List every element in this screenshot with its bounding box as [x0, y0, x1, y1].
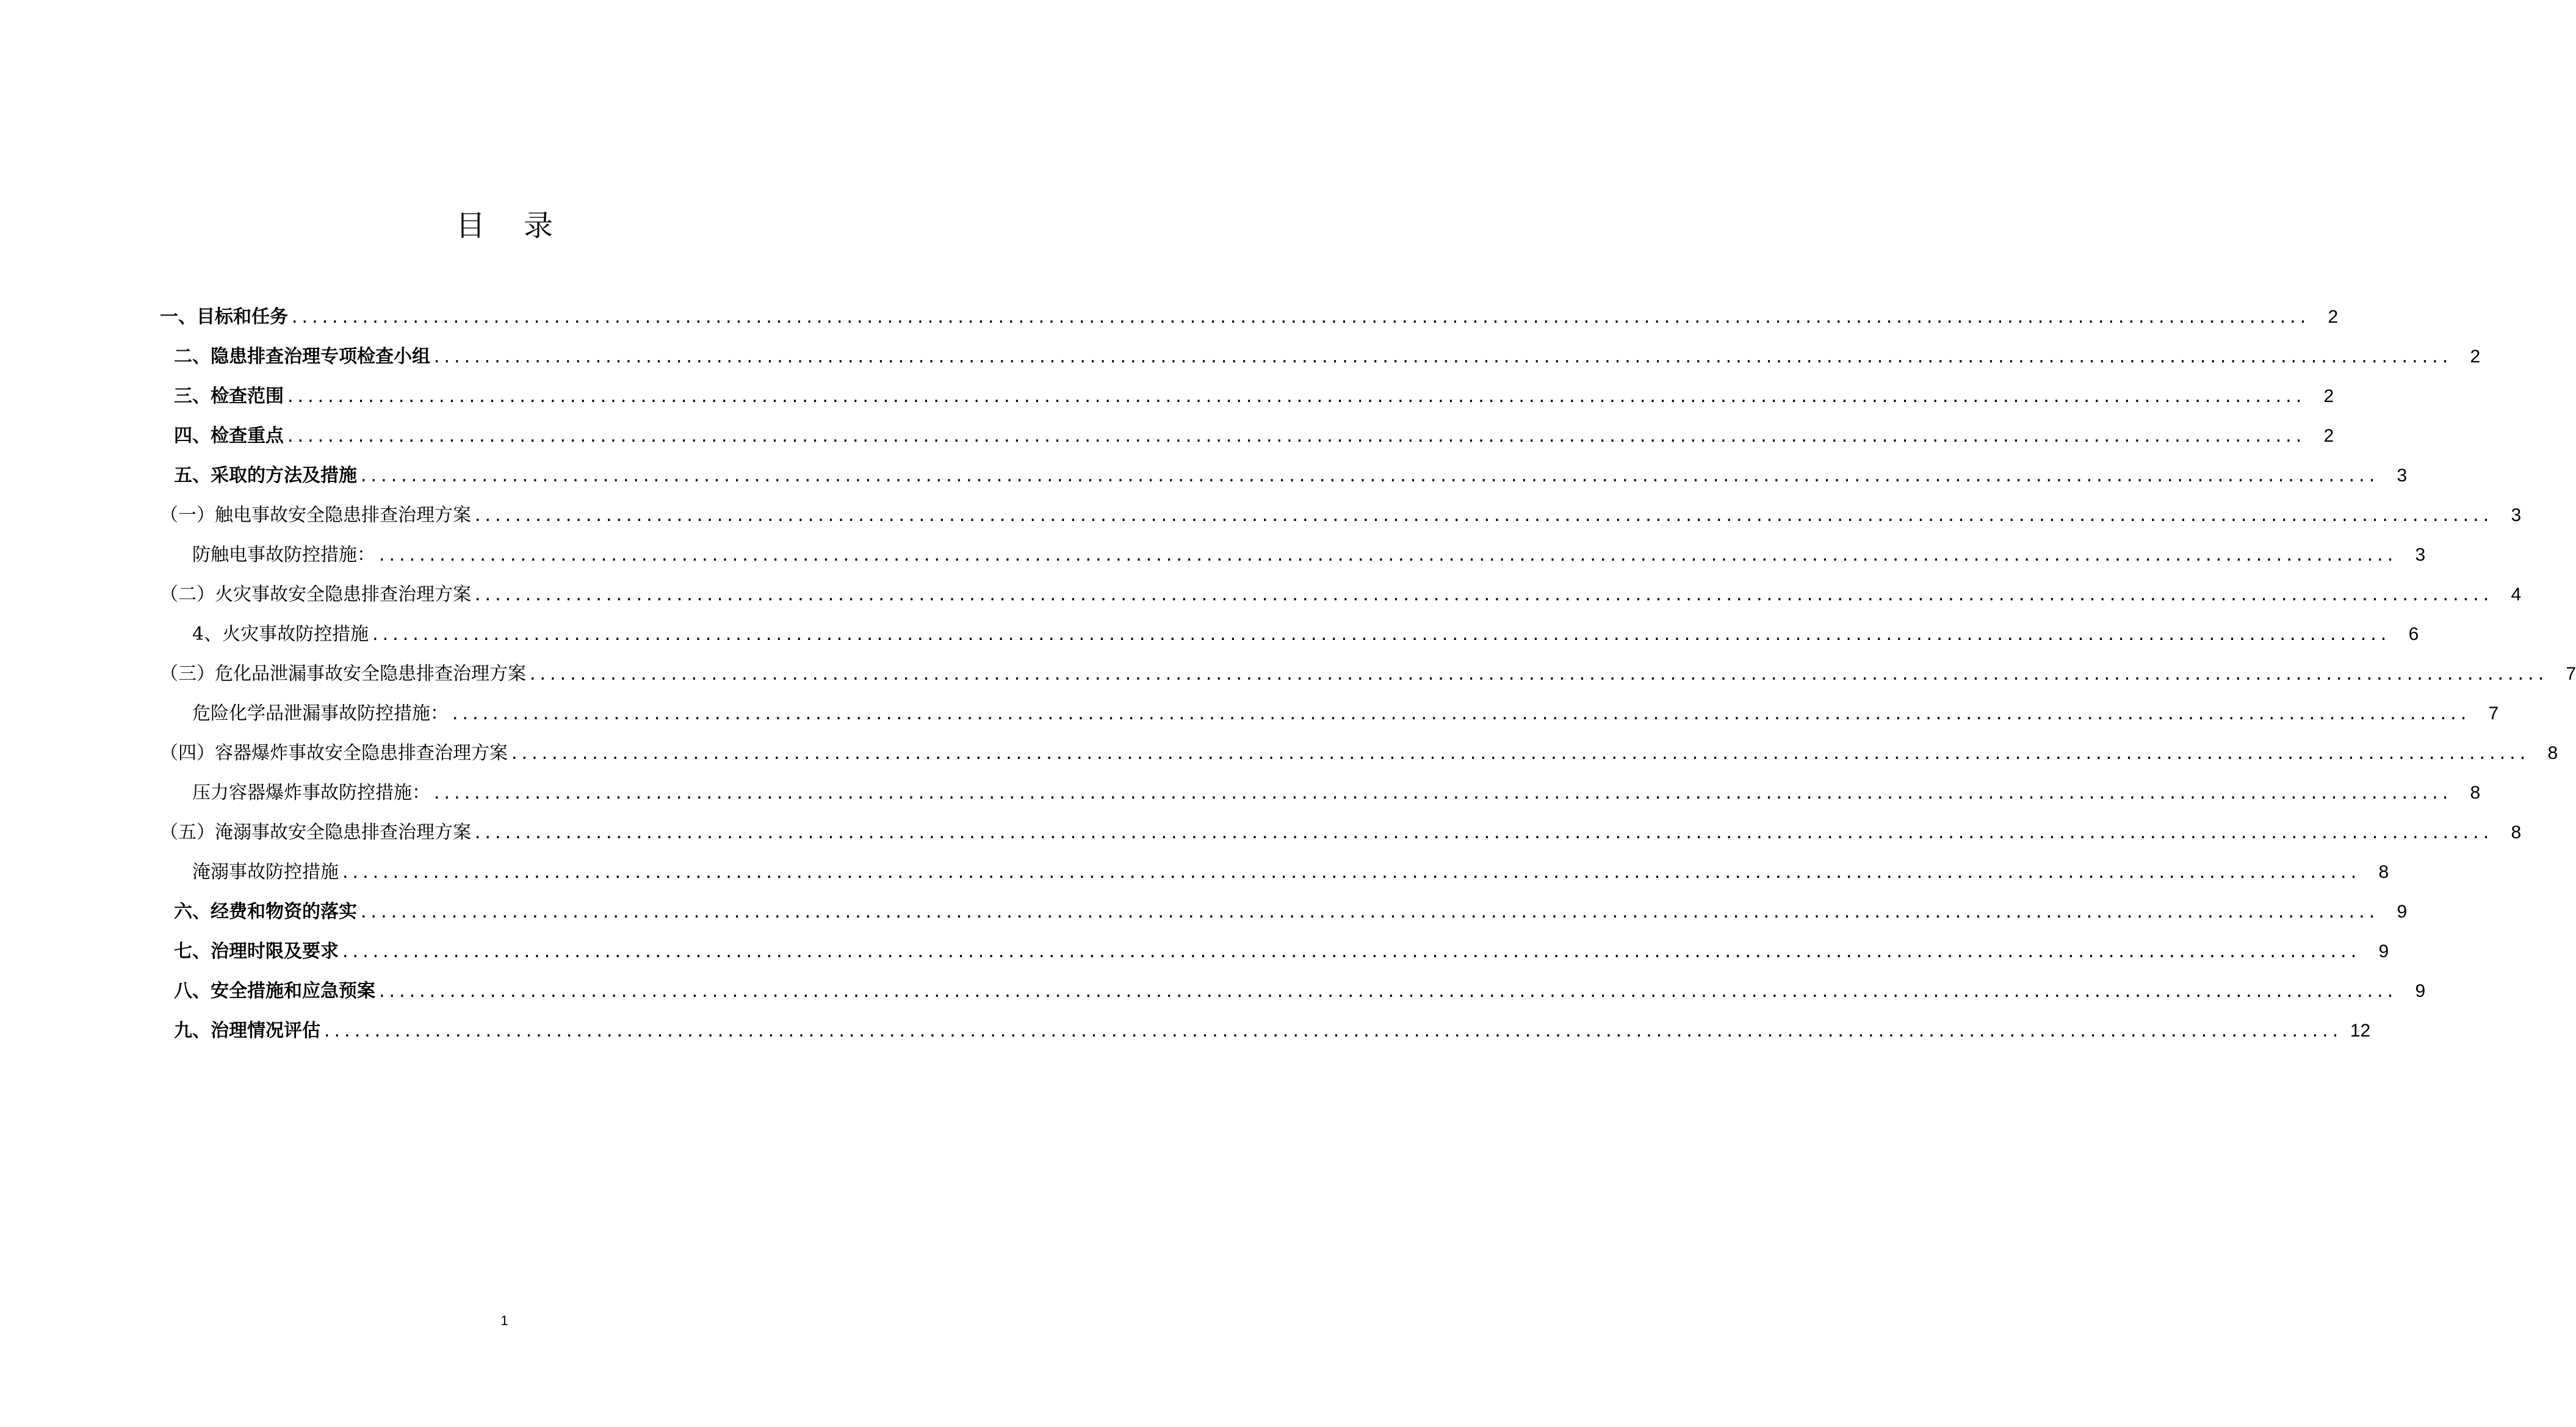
toc-entry-page: 8: [2511, 822, 2522, 843]
toc-dot-leader: ........................................................................................................................................................................................................: [452, 703, 2471, 724]
toc-entry-title: 三、检查范围: [174, 386, 284, 407]
toc-entry-page: 9: [2378, 941, 2389, 962]
toc-entry-page: 3: [2415, 545, 2426, 565]
toc-dot-leader: ........................................................................................................................................................................................................: [434, 346, 2453, 367]
toc-dot-leader: ........................................................................................................................................................................................................: [379, 544, 2398, 566]
toc-dot-leader: ........................................................................................................................................................................................................: [342, 861, 2361, 883]
toc-dot-leader: ........................................................................................................................................................................................................: [287, 425, 2306, 447]
toc-entry-title: （一）触电事故安全隐患排查治理方案: [160, 505, 471, 526]
toc-entry[interactable]: [192, 778, 2481, 808]
toc-entry[interactable]: [174, 421, 2334, 451]
toc-entry-page: 8: [2470, 783, 2481, 803]
toc-dot-leader: ........................................................................................................................................................................................................: [475, 822, 2494, 843]
toc-entry-page: 8: [2547, 743, 2558, 763]
toc-entry-title: 一、目标和任务: [160, 306, 288, 328]
toc-entry-title: （四）容器爆炸事故安全隐患排查治理方案: [160, 742, 508, 764]
toc-entry[interactable]: [160, 659, 2576, 689]
toc-dot-leader: ........................................................................................................................................................................................................: [434, 782, 2453, 803]
toc-entry[interactable]: [192, 540, 2426, 570]
toc-entry[interactable]: [192, 619, 2419, 650]
toc-dot-leader: ........................................................................................................................................................................................................: [511, 742, 2530, 764]
toc-dot-leader: ........................................................................................................................................................................................................: [475, 584, 2494, 605]
toc-entry-page: 8: [2378, 862, 2389, 882]
toc-entry[interactable]: [174, 897, 2408, 927]
toc-dot-leader: ........................................................................................................................................................................................................: [379, 980, 2398, 1002]
toc-entry-page: 9: [2397, 902, 2408, 922]
toc-dot-leader: ........................................................................................................................................................................................................: [361, 465, 2379, 486]
toc-entry[interactable]: [174, 381, 2334, 412]
toc-entry-title: 七、治理时限及要求: [174, 941, 339, 962]
toc-entry[interactable]: [160, 500, 2522, 531]
toc-entry-title: 淹溺事故防控措施: [192, 861, 339, 883]
toc-dot-leader: ........................................................................................................................................................................................................: [475, 505, 2494, 526]
toc-entry-title: （三）危化品泄漏事故安全隐患排查治理方案: [160, 663, 526, 685]
toc-entry-page: 6: [2408, 624, 2419, 644]
toc-entry[interactable]: [174, 342, 2481, 372]
toc-entry[interactable]: [160, 818, 2522, 848]
toc-entry-title: 压力容器爆炸事故防控措施：: [192, 782, 430, 803]
toc-entry-title: 四、检查重点: [174, 425, 284, 447]
footer-page-number: 1: [500, 1313, 508, 1328]
toc-entry[interactable]: [192, 699, 2499, 729]
toc-entry[interactable]: [160, 738, 2558, 769]
toc-entry-page: 2: [2470, 347, 2481, 367]
toc-entry-page: 2: [2323, 426, 2334, 446]
toc-entry-title: （五）淹溺事故安全隐患排查治理方案: [160, 822, 471, 843]
toc-entry-page: 7: [2566, 664, 2576, 684]
toc-entry-title: 六、经费和物资的落实: [174, 901, 357, 922]
toc-entry-title: 五、采取的方法及措施: [174, 465, 357, 486]
toc-entry[interactable]: [174, 1016, 2371, 1046]
toc-entry-page: 2: [2328, 307, 2339, 327]
toc-dot-leader: ........................................................................................................................................................................................................: [361, 901, 2379, 922]
toc-entry-title: 九、治理情况评估: [174, 1020, 320, 1041]
page-title: 目 录: [455, 209, 568, 243]
toc-dot-leader: ........................................................................................................................................................................................................: [324, 1020, 2343, 1041]
toc-entry-page: 9: [2415, 981, 2426, 1001]
toc-dot-leader: ........................................................................................................................................................................................................: [342, 941, 2361, 962]
toc-entry[interactable]: [192, 857, 2389, 888]
toc-entry-title: 二、隐患排查治理专项检查小组: [174, 346, 430, 367]
toc-entry[interactable]: [174, 936, 2389, 967]
toc-entry-page: 2: [2323, 386, 2334, 406]
toc-entry-page: 3: [2397, 465, 2408, 486]
toc-entry[interactable]: [160, 302, 2339, 332]
toc-entry-page: 7: [2488, 703, 2499, 724]
toc-entry-page: 4: [2511, 584, 2522, 605]
toc-entry-title: 八、安全措施和应急预案: [174, 980, 375, 1002]
toc-dot-leader: ........................................................................................................................................................................................................: [372, 624, 2391, 645]
toc-entry-title: 危险化学品泄漏事故防控措施：: [192, 703, 449, 724]
toc-entry-title: 4、火灾事故防控措施: [192, 624, 369, 645]
toc-entry[interactable]: [174, 976, 2426, 1007]
toc-dot-leader: ........................................................................................................................................................................................................: [530, 663, 2549, 685]
toc-entry-page: 3: [2511, 505, 2522, 525]
toc-dot-leader: ........................................................................................................................................................................................................: [287, 386, 2306, 407]
toc-entry-title: （二）火灾事故安全隐患排查治理方案: [160, 584, 471, 605]
toc-entry[interactable]: [160, 580, 2522, 610]
toc-entry-title: 防触电事故防控措施：: [192, 544, 375, 566]
toc-entry-page: 12: [2350, 1021, 2371, 1041]
toc-entry[interactable]: [174, 461, 2408, 491]
toc-dot-leader: ........................................................................................................................................................................................................: [292, 306, 2311, 328]
